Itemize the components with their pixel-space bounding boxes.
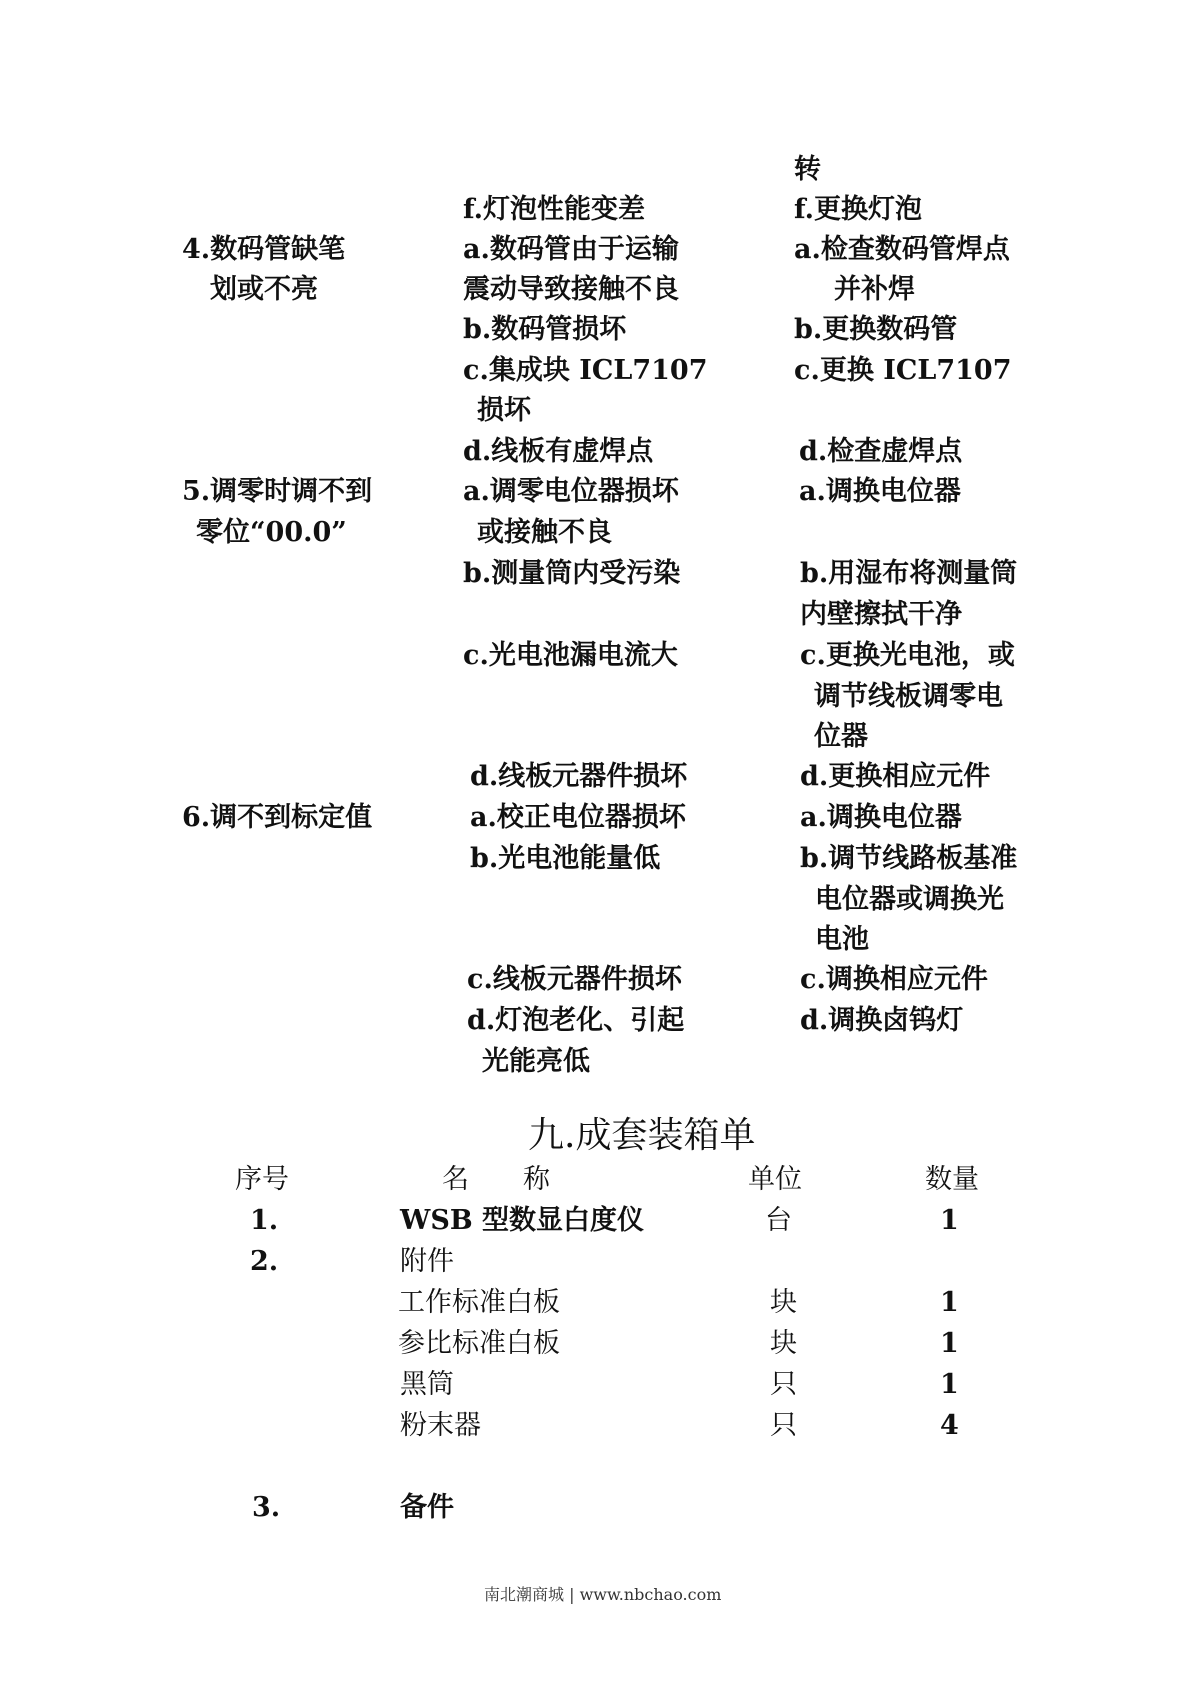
cause-line: b.测量筒内受污染 — [463, 558, 681, 589]
cell-unit: 块 — [770, 1328, 797, 1359]
header-no: 序号 — [235, 1164, 289, 1195]
remedy-line: 电位器或调换光 — [815, 884, 1004, 915]
cause-line: a.调零电位器损坏 — [463, 476, 679, 507]
remedy-line: b.调节线路板基准 — [800, 843, 1018, 874]
remedy-line: d.调换卤钨灯 — [800, 1005, 964, 1036]
cause-line: c.集成块 ICL7107 — [463, 355, 708, 386]
cause-line: a.校正电位器损坏 — [470, 802, 686, 833]
cause-line: d.灯泡老化、引起 — [467, 1005, 685, 1036]
remedy-line: d.更换相应元件 — [800, 761, 991, 792]
cause-line: b.数码管损坏 — [463, 314, 627, 345]
cause-line: f.灯泡性能变差 — [463, 194, 646, 225]
cell-name: WSB 型数显白度仪 — [400, 1205, 645, 1236]
remedy-line: c.更换 ICL7107 — [794, 355, 1012, 386]
cause-line: a.数码管由于运输 — [463, 234, 679, 265]
fault-line: 零位“00.0” — [196, 517, 347, 548]
remedy-line: 调节线板调零电 — [814, 681, 1003, 712]
cell-qty: 1 — [940, 1205, 959, 1236]
cause-line: d.线板元器件损坏 — [470, 761, 688, 792]
cause-line: 震动导致接触不良 — [463, 274, 679, 305]
remedy-line: a.调换电位器 — [799, 476, 961, 507]
cause-line: 或接触不良 — [477, 517, 612, 548]
remedy-line: c.调换相应元件 — [800, 964, 988, 995]
cell-name: 备件 — [400, 1492, 454, 1523]
remedy-line: a.检查数码管焊点 — [794, 234, 1010, 265]
cause-line: d.线板有虚焊点 — [463, 436, 654, 467]
fault-line: 划或不亮 — [210, 274, 318, 305]
remedy-line: 位器 — [814, 721, 868, 752]
cell-unit: 只 — [770, 1410, 797, 1441]
cell-no: 2. — [250, 1246, 279, 1277]
remedy-line: b.更换数码管 — [794, 314, 958, 345]
cause-line: c.光电池漏电流大 — [463, 640, 678, 671]
remedy-line: 转 — [794, 154, 821, 185]
cell-no: 1. — [250, 1205, 279, 1236]
cell-unit: 块 — [770, 1287, 797, 1318]
remedy-line: d.检查虚焊点 — [799, 436, 963, 467]
header-name: 名 称 — [442, 1164, 550, 1195]
cell-unit: 台 — [765, 1205, 792, 1236]
remedy-line: c.更换光电池，或 — [800, 640, 1015, 671]
cause-line: 光能亮低 — [482, 1046, 590, 1077]
fault-line: 6.调不到标定值 — [182, 802, 373, 833]
cell-name: 粉末器 — [400, 1410, 481, 1441]
remedy-line: f.更换灯泡 — [794, 194, 923, 225]
remedy-line: 内壁擦拭干净 — [800, 599, 962, 630]
cell-qty: 1 — [940, 1287, 959, 1318]
header-qty: 数量 — [925, 1164, 979, 1195]
cell-unit: 只 — [770, 1369, 797, 1400]
cell-name: 参比标准白板 — [398, 1328, 560, 1359]
cause-line: c.线板元器件损坏 — [467, 964, 682, 995]
cell-qty: 4 — [940, 1410, 959, 1441]
remedy-line: 电池 — [815, 924, 869, 955]
cause-line: 损坏 — [477, 395, 531, 426]
remedy-line: a.调换电位器 — [800, 802, 962, 833]
cell-name: 工作标准白板 — [398, 1287, 560, 1318]
fault-line: 5.调零时调不到 — [182, 476, 373, 507]
fault-line: 4.数码管缺笔 — [182, 234, 346, 265]
cell-name: 附件 — [400, 1246, 454, 1277]
remedy-line: 并补焊 — [834, 274, 915, 305]
cell-name: 黑筒 — [400, 1369, 454, 1400]
cell-qty: 1 — [940, 1369, 959, 1400]
cause-line: b.光电池能量低 — [470, 843, 661, 874]
remedy-line: b.用湿布将测量筒 — [800, 558, 1018, 589]
cell-qty: 1 — [940, 1328, 959, 1359]
header-unit: 单位 — [748, 1164, 802, 1195]
footer-source: 南北潮商城 | www.nbchao.com — [484, 1585, 722, 1604]
cell-no: 3. — [252, 1492, 281, 1523]
section-title: 九.成套装箱单 — [528, 1115, 756, 1156]
